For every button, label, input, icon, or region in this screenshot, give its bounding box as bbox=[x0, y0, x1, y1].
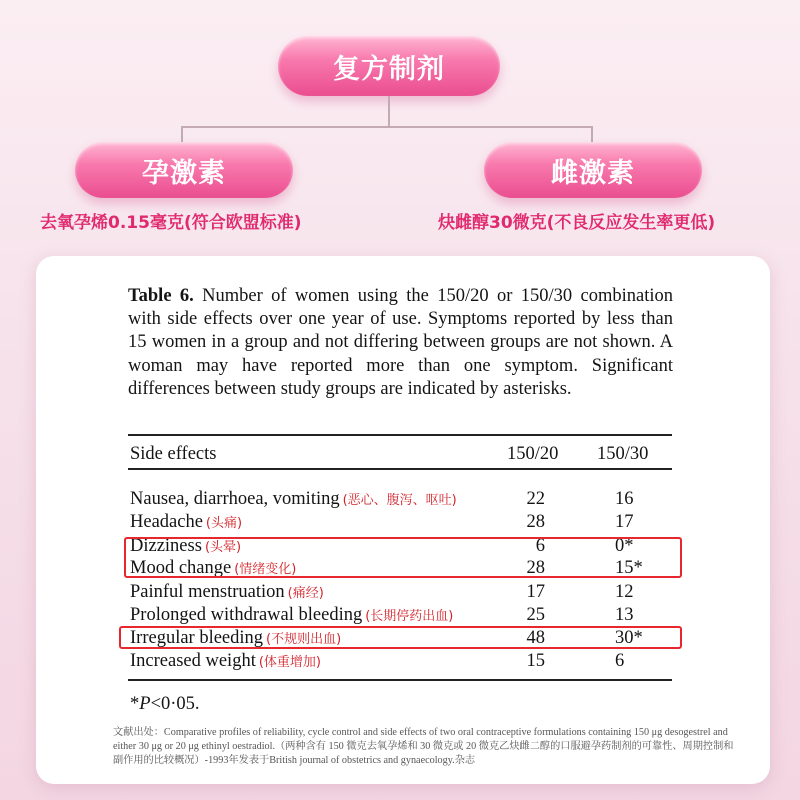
table-rule-top bbox=[128, 434, 672, 436]
row-name-cn: (恶心、腹泻、呕吐) bbox=[342, 493, 457, 508]
highlight-box-irregular-bleeding bbox=[119, 626, 682, 649]
row-name: Prolonged withdrawal bleeding bbox=[130, 605, 363, 625]
row-value-150-30: 17 bbox=[615, 512, 634, 532]
table-row bbox=[0, 605, 800, 628]
row-name-cn: (长期停药出血) bbox=[365, 609, 454, 624]
connector-horizontal bbox=[181, 126, 593, 128]
row-value-150-30: 15* bbox=[615, 558, 643, 578]
table-caption bbox=[128, 285, 673, 401]
row-value-150-30: 12 bbox=[615, 582, 634, 602]
header-side-effects: Side effects bbox=[130, 444, 217, 464]
row-value-150-20: 6 bbox=[535, 536, 545, 556]
table-title: Table 6. bbox=[128, 286, 194, 306]
row-value-150-20: 48 bbox=[526, 628, 545, 648]
row-name: Painful menstruation bbox=[130, 582, 285, 602]
row-value-150-20: 28 bbox=[526, 558, 545, 578]
row-value-150-20: 15 bbox=[526, 651, 545, 671]
node-estrogen bbox=[484, 142, 702, 198]
row-name-cn: (体重增加) bbox=[258, 655, 321, 670]
header-150-20: 150/20 bbox=[507, 444, 559, 464]
connector-root bbox=[388, 96, 390, 126]
node-progestogen-label: 孕激素 bbox=[142, 157, 226, 189]
table-footnote: *P<0·05. bbox=[130, 694, 200, 714]
table-rule-bottom bbox=[128, 679, 672, 681]
row-name-cn: (痛经) bbox=[287, 586, 324, 601]
connector-right bbox=[591, 126, 593, 142]
row-value-150-20: 22 bbox=[526, 489, 545, 509]
row-name-cn: (情绪变化) bbox=[234, 562, 297, 577]
row-name-cn: (头痛) bbox=[205, 516, 243, 531]
row-value-150-20: 17 bbox=[526, 582, 545, 602]
connector-left bbox=[181, 126, 183, 142]
footnote-value: <0·05. bbox=[150, 694, 200, 714]
root-node-compound bbox=[278, 36, 500, 96]
row-name: Nausea, diarrhoea, vomiting bbox=[130, 489, 340, 509]
row-value-150-30: 6 bbox=[615, 651, 625, 671]
table-rule-header bbox=[128, 468, 672, 470]
root-node-label: 复方制剂 bbox=[333, 53, 445, 85]
source-citation: 文献出处：Comparative profiles of reliability, cycle control and side effects of two oral contraceptive formulations containing 150 μg desogestrel and either 30 μg or 20 μg ethinyl oestradiol.（两种含有 150 微克去氧孕烯和 30 微克或 20 微克乙炔雌二醇的口服避孕药制剂的可靠性、周期控制和副作用的比较概况）-1993年发表于British journal of obstetrics and gynaecology.杂志 bbox=[113, 727, 734, 766]
row-value-150-30: 16 bbox=[615, 489, 634, 509]
progestogen-detail: 去氧孕烯0.15毫克(符合欧盟标准) bbox=[40, 213, 302, 233]
node-progestogen bbox=[75, 142, 293, 198]
table-caption-text: Number of women using the 150/20 or 150/30 combination with side effects over one year of use. Symptoms reported by less than 15 women in a group and not differing between groups are not shown. A woman may have reported more than one symptom. Significant differences between study groups are indicated by asterisks. bbox=[128, 286, 674, 399]
row-value-150-30: 30* bbox=[615, 628, 643, 648]
node-estrogen-label: 雌激素 bbox=[551, 157, 635, 189]
table-row bbox=[0, 582, 800, 605]
row-name-cn: (不规则出血) bbox=[266, 632, 342, 647]
table-row bbox=[0, 651, 800, 674]
row-name-cn: (头晕) bbox=[204, 540, 242, 555]
row-name: Increased weight bbox=[130, 651, 256, 671]
row-value-150-30: 0* bbox=[615, 536, 634, 556]
row-name: Headache bbox=[130, 512, 203, 532]
row-name: Mood change bbox=[130, 558, 232, 578]
row-value-150-30: 13 bbox=[615, 605, 634, 625]
row-value-150-20: 25 bbox=[526, 605, 545, 625]
footnote-p: P bbox=[139, 694, 151, 714]
estrogen-detail: 炔雌醇30微克(不良反应发生率更低) bbox=[438, 213, 716, 233]
row-value-150-20: 28 bbox=[526, 512, 545, 532]
highlight-box-dizziness-mood bbox=[124, 537, 682, 578]
table-row bbox=[0, 489, 800, 512]
header-150-30: 150/30 bbox=[597, 444, 649, 464]
table-row bbox=[0, 512, 800, 535]
row-name: Irregular bleeding bbox=[130, 628, 264, 648]
row-name: Dizziness bbox=[130, 536, 202, 556]
